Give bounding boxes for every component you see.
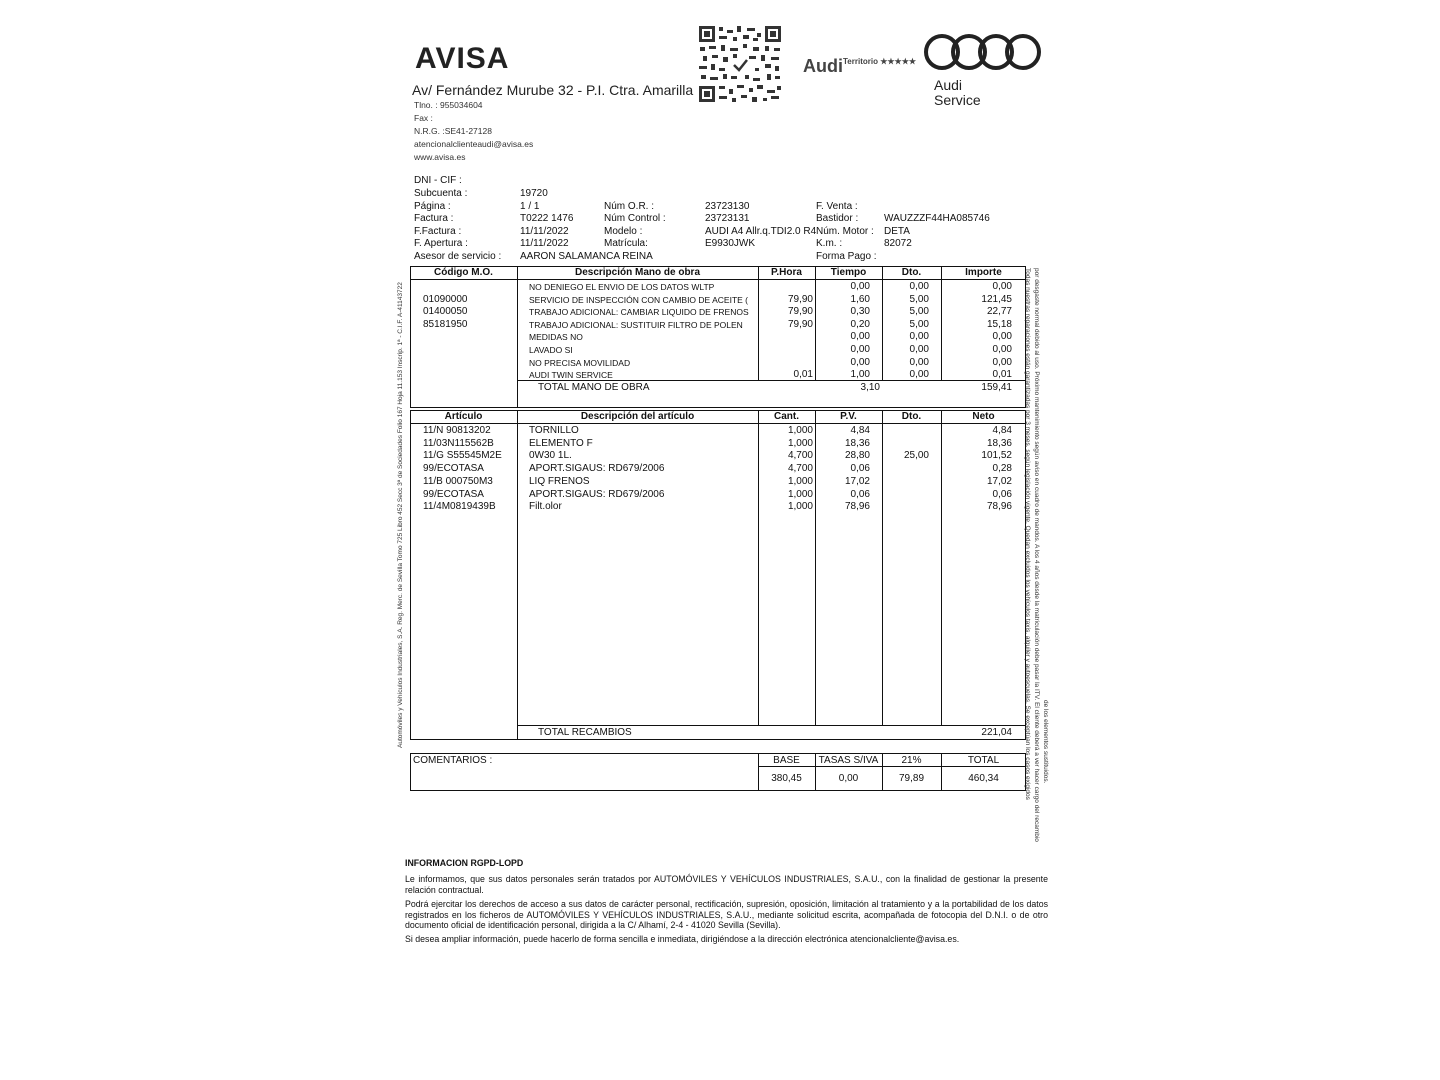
labor-header-desc: Descripción Mano de obra [574, 267, 701, 278]
ffactura-value: 11/11/2022 [520, 226, 569, 237]
subcuenta-label: Subcuenta : [414, 188, 468, 199]
parts-desc-cell: LIQ FRENOS [529, 475, 590, 487]
gdpr-paragraph: Podrá ejercitar los derechos de acceso a sus datos de carácter personal, rectificación, supresión, oposición, limitación al tratamiento y a la portabilidad de los datos registrados en los ficheros de AUTOMÓVILES Y VEHÍCULOS INDUSTRIALES, S.A.U., mediante solicitud escrita, acompañada de fotocopia del D.N.I. o de otro documento oficial de identificación personal, dirigida a la C/ Alhamí, 2-4 - 41020 Sevilla (Sevilla). [405, 899, 1048, 931]
iva-label: 21% [901, 755, 922, 766]
factura-value: T0222 1476 [520, 213, 574, 224]
parts-qty-cell: 1,000 [787, 425, 813, 436]
labor-dto-cell: 0,00 [909, 331, 929, 343]
audi-service-logo [934, 78, 981, 108]
labor-header-price: P.Hora [771, 267, 802, 278]
pagina-value: 1 / 1 [520, 201, 540, 212]
parts-header-code: Artículo [444, 411, 483, 422]
numor-label: Núm O.R. : [604, 201, 655, 212]
company-fax: Fax : [414, 113, 433, 123]
labor-time-cell: 0,00 [850, 281, 870, 292]
parts-desc-cell: APORT.SIGAUS: RD679/2006 [529, 488, 665, 500]
parts-net-cell: 0,28 [992, 463, 1012, 475]
parts-code-cell: 11/03N115562B [423, 437, 494, 449]
labor-total-time: 3,10 [860, 382, 880, 393]
parts-col-divider [517, 410, 518, 740]
parts-code-cell: 99/ECOTASA [423, 463, 484, 475]
company-nrg: N.R.G. :SE41-27128 [414, 126, 492, 136]
parts-total-divider [517, 725, 1026, 726]
labor-code-cell: 01090000 [423, 293, 468, 305]
labor-header-code: Código M.O. [434, 267, 493, 278]
fventa-label: F. Venta : [816, 201, 858, 212]
tasas-value: 0,00 [838, 773, 859, 784]
parts-total-label: TOTAL RECAMBIOS [538, 727, 632, 738]
nummotor-value: DETA [884, 226, 910, 237]
parts-qty-cell: 1,000 [787, 437, 813, 449]
labor-desc-cell: MEDIDAS NO [529, 332, 583, 343]
labor-time-cell: 0,00 [850, 331, 870, 343]
audi-territorio-brand: Audi [803, 56, 843, 76]
matricula-label: Matrícula: [604, 238, 648, 249]
audi-service-line2: Service [934, 92, 981, 108]
parts-header-net: Neto [972, 411, 995, 422]
parts-total-amount: 221,04 [981, 727, 1012, 738]
warranty-side-text-1: Todas nuestras reparaciones están garantizadas por 3 meses, según legislación vigente. Quedan excluidos los vehículos taxis, alquiler y autoescuelas. Se exceptúan los casos exigidos [1024, 268, 1031, 800]
labor-dto-cell: 0,00 [909, 344, 929, 355]
gdpr-paragraph: Si desea ampliar información, puede hacerlo de forma sencilla e inmediata, dirigiéndose a la dirección electrónica atencionalcliente@avisa.es. [405, 934, 960, 945]
registry-side-text: Automóviles y Vehículos Industriales, S.A. Reg. Merc. de Sevilla Tomo 725 Libro 452 Secc 3ª de Sociedades Folio 167 Hoja 11.153 Inscrip. 1ª - C.I.F. A-41143722 [397, 282, 404, 748]
parts-net-cell: 78,96 [986, 501, 1012, 513]
numcontrol-value: 23723131 [705, 213, 750, 224]
parts-pv-cell: 4,84 [850, 425, 870, 436]
labor-amount-cell: 22,77 [986, 306, 1012, 318]
parts-header-pv: P.V. [840, 411, 857, 422]
labor-dto-cell: 0,00 [909, 281, 929, 292]
audi-territorio-logo [803, 56, 916, 77]
gdpr-title: INFORMACION RGPD-LOPD [405, 858, 524, 868]
labor-desc-cell: NO PRECISA MOVILIDAD [529, 357, 631, 368]
labor-desc-cell: TRABAJO ADICIONAL: CAMBIAR LIQUIDO DE FRENOS [529, 307, 749, 318]
parts-code-cell: 11/B 000750M3 [423, 475, 493, 487]
labor-time-cell: 0,00 [850, 344, 870, 355]
labor-desc-cell: LAVADO SI [529, 345, 573, 355]
labor-time-cell: 0,30 [850, 306, 870, 318]
parts-code-cell: 11/G S55545M2E [423, 450, 502, 462]
pagina-label: Página : [414, 201, 451, 212]
warranty-side-text-3: de los elementos sustituidos. [1042, 700, 1049, 784]
parts-pv-cell: 78,96 [844, 501, 870, 513]
parts-table-frame [410, 410, 1026, 740]
labor-header-time: Tiempo [830, 267, 867, 278]
labor-desc-cell: NO DENIEGO EL ENVIO DE LOS DATOS WLTP [529, 282, 715, 292]
km-label: K.m. : [816, 238, 843, 249]
km-value: 82072 [884, 238, 912, 249]
bastidor-value: WAUZZZF44HA085746 [884, 213, 990, 224]
gdpr-notice [405, 858, 1048, 949]
parts-qty-cell: 4,700 [787, 450, 813, 462]
modelo-label: Modelo : [604, 226, 643, 237]
parts-net-cell: 18,36 [986, 437, 1012, 449]
labor-dto-cell: 0,00 [909, 356, 929, 368]
labor-header-divider [410, 279, 1026, 280]
audi-rings-icon [922, 32, 1042, 72]
summary-divider [758, 766, 1026, 767]
dni-label: DNI - CIF : [414, 175, 462, 186]
qr-code-icon [697, 24, 783, 104]
factura-label: Factura : [414, 213, 454, 224]
fapertura-label: F. Apertura : [414, 238, 468, 249]
labor-price-cell: 79,90 [787, 318, 813, 330]
company-address: Av/ Fernández Murube 32 - P.I. Ctra. Amarilla [412, 82, 694, 98]
audi-territorio-tag: Territorio ★★★★★ [843, 57, 917, 66]
parts-net-cell: 17,02 [986, 475, 1012, 487]
parts-header-dto: Dto. [901, 411, 922, 422]
labor-total-amount: 159,41 [981, 382, 1012, 393]
labor-dto-cell: 5,00 [909, 318, 929, 330]
parts-dto-cell: 25,00 [903, 450, 929, 462]
total-value: 460,34 [968, 773, 999, 784]
labor-amount-cell: 15,18 [986, 318, 1012, 330]
labor-time-cell: 0,00 [850, 356, 870, 368]
base-label: BASE [773, 755, 800, 766]
numor-value: 23723130 [705, 201, 750, 212]
labor-desc-cell: TRABAJO ADICIONAL: SUSTITUIR FILTRO DE POLEN [529, 319, 743, 330]
labor-header-dto: Dto. [901, 267, 922, 278]
company-logo: AVISA [415, 42, 510, 75]
labor-header-amount: Importe [965, 267, 1002, 278]
fapertura-value: 11/11/2022 [520, 238, 569, 249]
labor-amount-cell: 0,00 [992, 356, 1012, 368]
parts-qty-cell: 1,000 [787, 501, 813, 513]
labor-amount-cell: 0,00 [992, 281, 1012, 292]
asesor-value: AARON SALAMANCA REINA [520, 251, 653, 262]
parts-header-divider [410, 423, 1026, 424]
nummotor-label: Núm. Motor : [816, 226, 874, 237]
parts-net-cell: 101,52 [981, 450, 1012, 462]
comments-label: COMENTARIOS : [413, 755, 493, 766]
labor-col-divider [517, 266, 518, 408]
parts-header-qty: Cant. [774, 411, 799, 422]
labor-code-cell: 85181950 [423, 318, 468, 330]
labor-time-cell: 0,20 [850, 318, 870, 330]
parts-code-cell: 11/4M0819439B [423, 501, 496, 513]
base-value: 380,45 [771, 773, 802, 784]
parts-pv-cell: 0,06 [850, 463, 870, 475]
labor-amount-cell: 0,00 [992, 344, 1012, 355]
parts-desc-cell: Filt.olor [529, 501, 562, 513]
parts-qty-cell: 1,000 [787, 475, 813, 487]
labor-price-cell: 79,90 [787, 306, 813, 318]
warranty-side-text-2: por desgaste normal debido al uso. Próximo mantenimiento según aviso en cuadro de mandos. A los 4 años desde la matriculación debe pasar la ITV. El cliente deberá a ver hacer cargo del recambio [1033, 268, 1040, 842]
labor-desc-cell: SERVICIO DE INSPECCIÓN CON CAMBIO DE ACEITE ( [529, 294, 748, 305]
company-web: www.avisa.es [414, 152, 466, 162]
parts-pv-cell: 0,06 [850, 488, 870, 500]
parts-desc-cell: ELEMENTO F [529, 437, 593, 449]
labor-amount-cell: 0,01 [992, 369, 1012, 381]
formapago-label: Forma Pago : [816, 251, 877, 262]
parts-pv-cell: 17,02 [844, 475, 870, 487]
bastidor-label: Bastidor : [816, 213, 859, 224]
subcuenta-value: 19720 [520, 188, 548, 199]
gdpr-paragraph: Le informamos, que sus datos personales serán tratados por AUTOMÓVILES Y VEHÍCULOS INDUSTRIALES, S.A.U., con la finalidad de gestionar la presente relación contractual. [405, 874, 1048, 895]
company-email: atencionalclienteaudi@avisa.es [414, 139, 534, 149]
numcontrol-label: Núm Control : [604, 213, 666, 224]
parts-desc-cell: APORT.SIGAUS: RD679/2006 [529, 463, 665, 475]
labor-amount-cell: 121,45 [981, 293, 1012, 305]
labor-price-cell: 0,01 [793, 369, 813, 381]
parts-code-cell: 99/ECOTASA [423, 488, 484, 500]
labor-table-frame [410, 266, 1026, 408]
labor-price-cell: 79,90 [787, 293, 813, 305]
parts-header-desc: Descripción del artículo [580, 411, 695, 422]
iva-value: 79,89 [898, 773, 925, 784]
labor-dto-cell: 5,00 [909, 306, 929, 318]
audi-service-line1: Audi [934, 77, 963, 93]
labor-dto-cell: 5,00 [909, 293, 929, 305]
ffactura-label: F.Factura : [414, 226, 462, 237]
parts-net-cell: 4,84 [992, 425, 1012, 436]
total-label: TOTAL [967, 755, 1000, 766]
parts-qty-cell: 1,000 [787, 488, 813, 500]
parts-qty-cell: 4,700 [787, 463, 813, 475]
parts-code-cell: 11/N 90813202 [423, 425, 491, 436]
labor-amount-cell: 0,00 [992, 331, 1012, 343]
parts-desc-cell: TORNILLO [529, 425, 579, 436]
modelo-value: AUDI A4 Allr.q.TDI2.0 R4 [705, 226, 817, 237]
parts-net-cell: 0,06 [992, 488, 1012, 500]
parts-pv-cell: 28,80 [844, 450, 870, 462]
labor-desc-cell: AUDI TWIN SERVICE [529, 370, 613, 381]
labor-dto-cell: 0,00 [909, 369, 929, 381]
asesor-label: Asesor de servicio : [414, 251, 502, 262]
tasas-label: TASAS S/IVA [818, 755, 879, 766]
company-phone: Tlno. : 955034604 [414, 100, 483, 110]
parts-pv-cell: 18,36 [844, 437, 870, 449]
matricula-value: E9930JWK [705, 238, 756, 249]
labor-code-cell: 01400050 [423, 306, 468, 318]
labor-total-label: TOTAL MANO DE OBRA [538, 382, 650, 393]
parts-desc-cell: 0W30 1L. [529, 450, 572, 462]
labor-time-cell: 1,60 [850, 293, 870, 305]
labor-time-cell: 1,00 [850, 369, 870, 381]
